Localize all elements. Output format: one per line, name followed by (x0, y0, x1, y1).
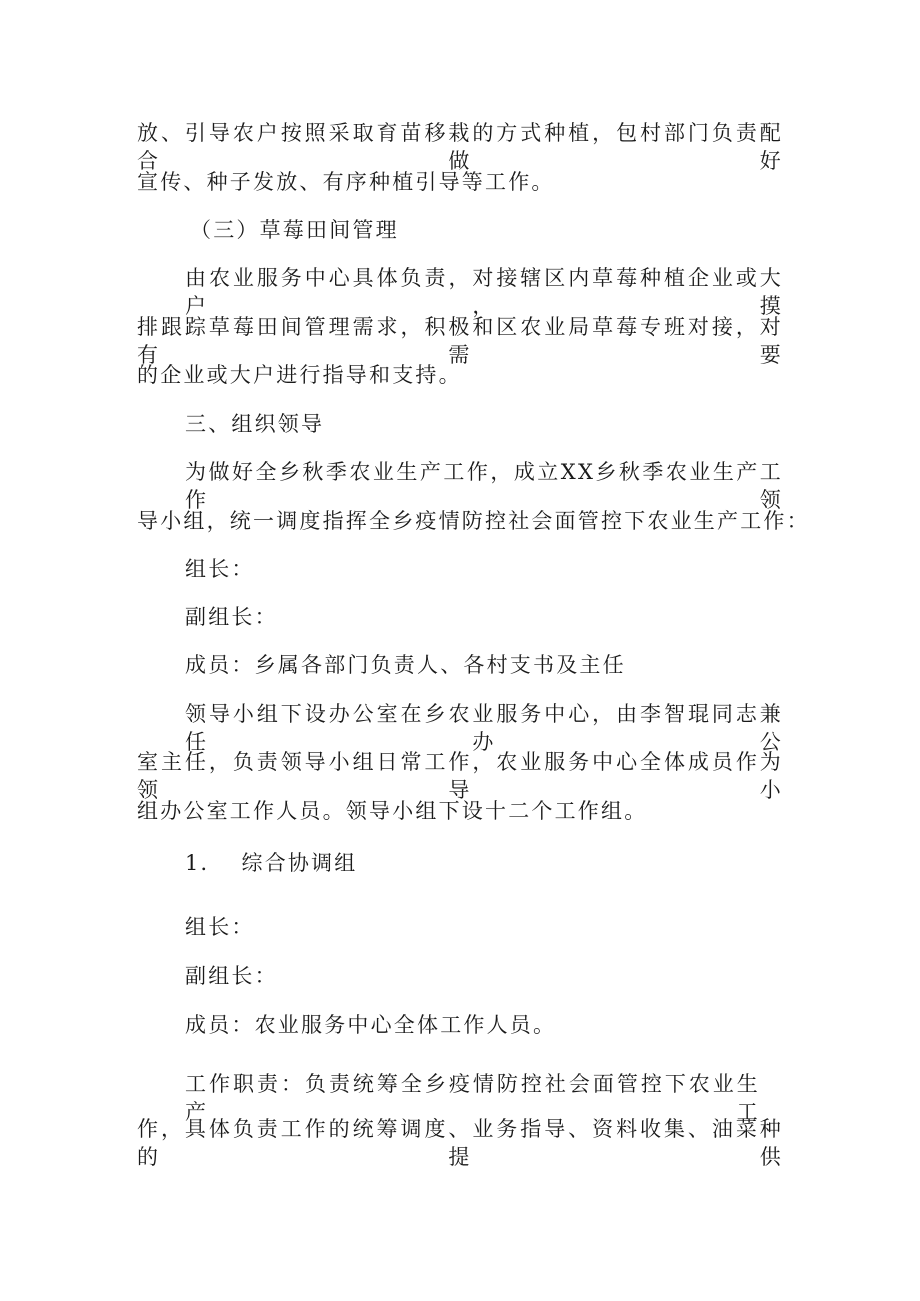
duty-line: 工作职责：负责统筹全乡疫情防控社会面管控下农业生产工 (185, 1072, 760, 1124)
section-heading: 三、组织领导 (185, 412, 325, 436)
group-deputy-line: 副组长： (185, 964, 278, 988)
paragraph-line: 组办公室工作人员。领导小组下设十二个工作组。 (137, 799, 648, 823)
paragraph-line: 宣传、种子发放、有序种植引导等工作。 (137, 170, 555, 194)
paragraph-line: 的企业或大户进行指导和支持。 (137, 363, 462, 387)
group-members-line: 成员：农业服务中心全体工作人员。 (185, 1013, 557, 1037)
deputy-leader-line: 副组长： (185, 605, 278, 629)
paragraph-line: 为做好全乡秋季农业生产工作，成立XX乡秋季农业生产工作领 (185, 460, 783, 512)
members-line: 成员：乡属各部门负责人、各村支书及主任 (185, 653, 626, 677)
group-leader-line: 组长： (185, 915, 255, 939)
paragraph-line: 导小组，统一调度指挥全乡疫情防控社会面管控下农业生产工作： (137, 509, 810, 533)
paragraph-line: 放、引导农户按照采取育苗移栽的方式种植，包村部门负责配合做好 (137, 121, 783, 173)
leader-line: 组长： (185, 557, 255, 581)
group-title: 1． 综合协调组 (185, 851, 358, 875)
paragraph-line: 领导小组下设办公室在乡农业服务中心，由李智琨同志兼任办公 (185, 702, 783, 754)
paragraph-line: 由农业服务中心具体负责，对接辖区内草莓种植企业或大户，摸 (185, 266, 783, 318)
paragraph-line: 排跟踪草莓田间管理需求，积极和区农业局草莓专班对接，对有需要 (137, 315, 783, 367)
duty-line: 作，具体负责工作的统筹调度、业务指导、资料收集、油菜种的提供 (137, 1117, 783, 1169)
subheading: （三）草莓田间管理 (190, 218, 399, 242)
paragraph-line: 室主任，负责领导小组日常工作，农业服务中心全体成员作为领导小 (137, 750, 783, 802)
